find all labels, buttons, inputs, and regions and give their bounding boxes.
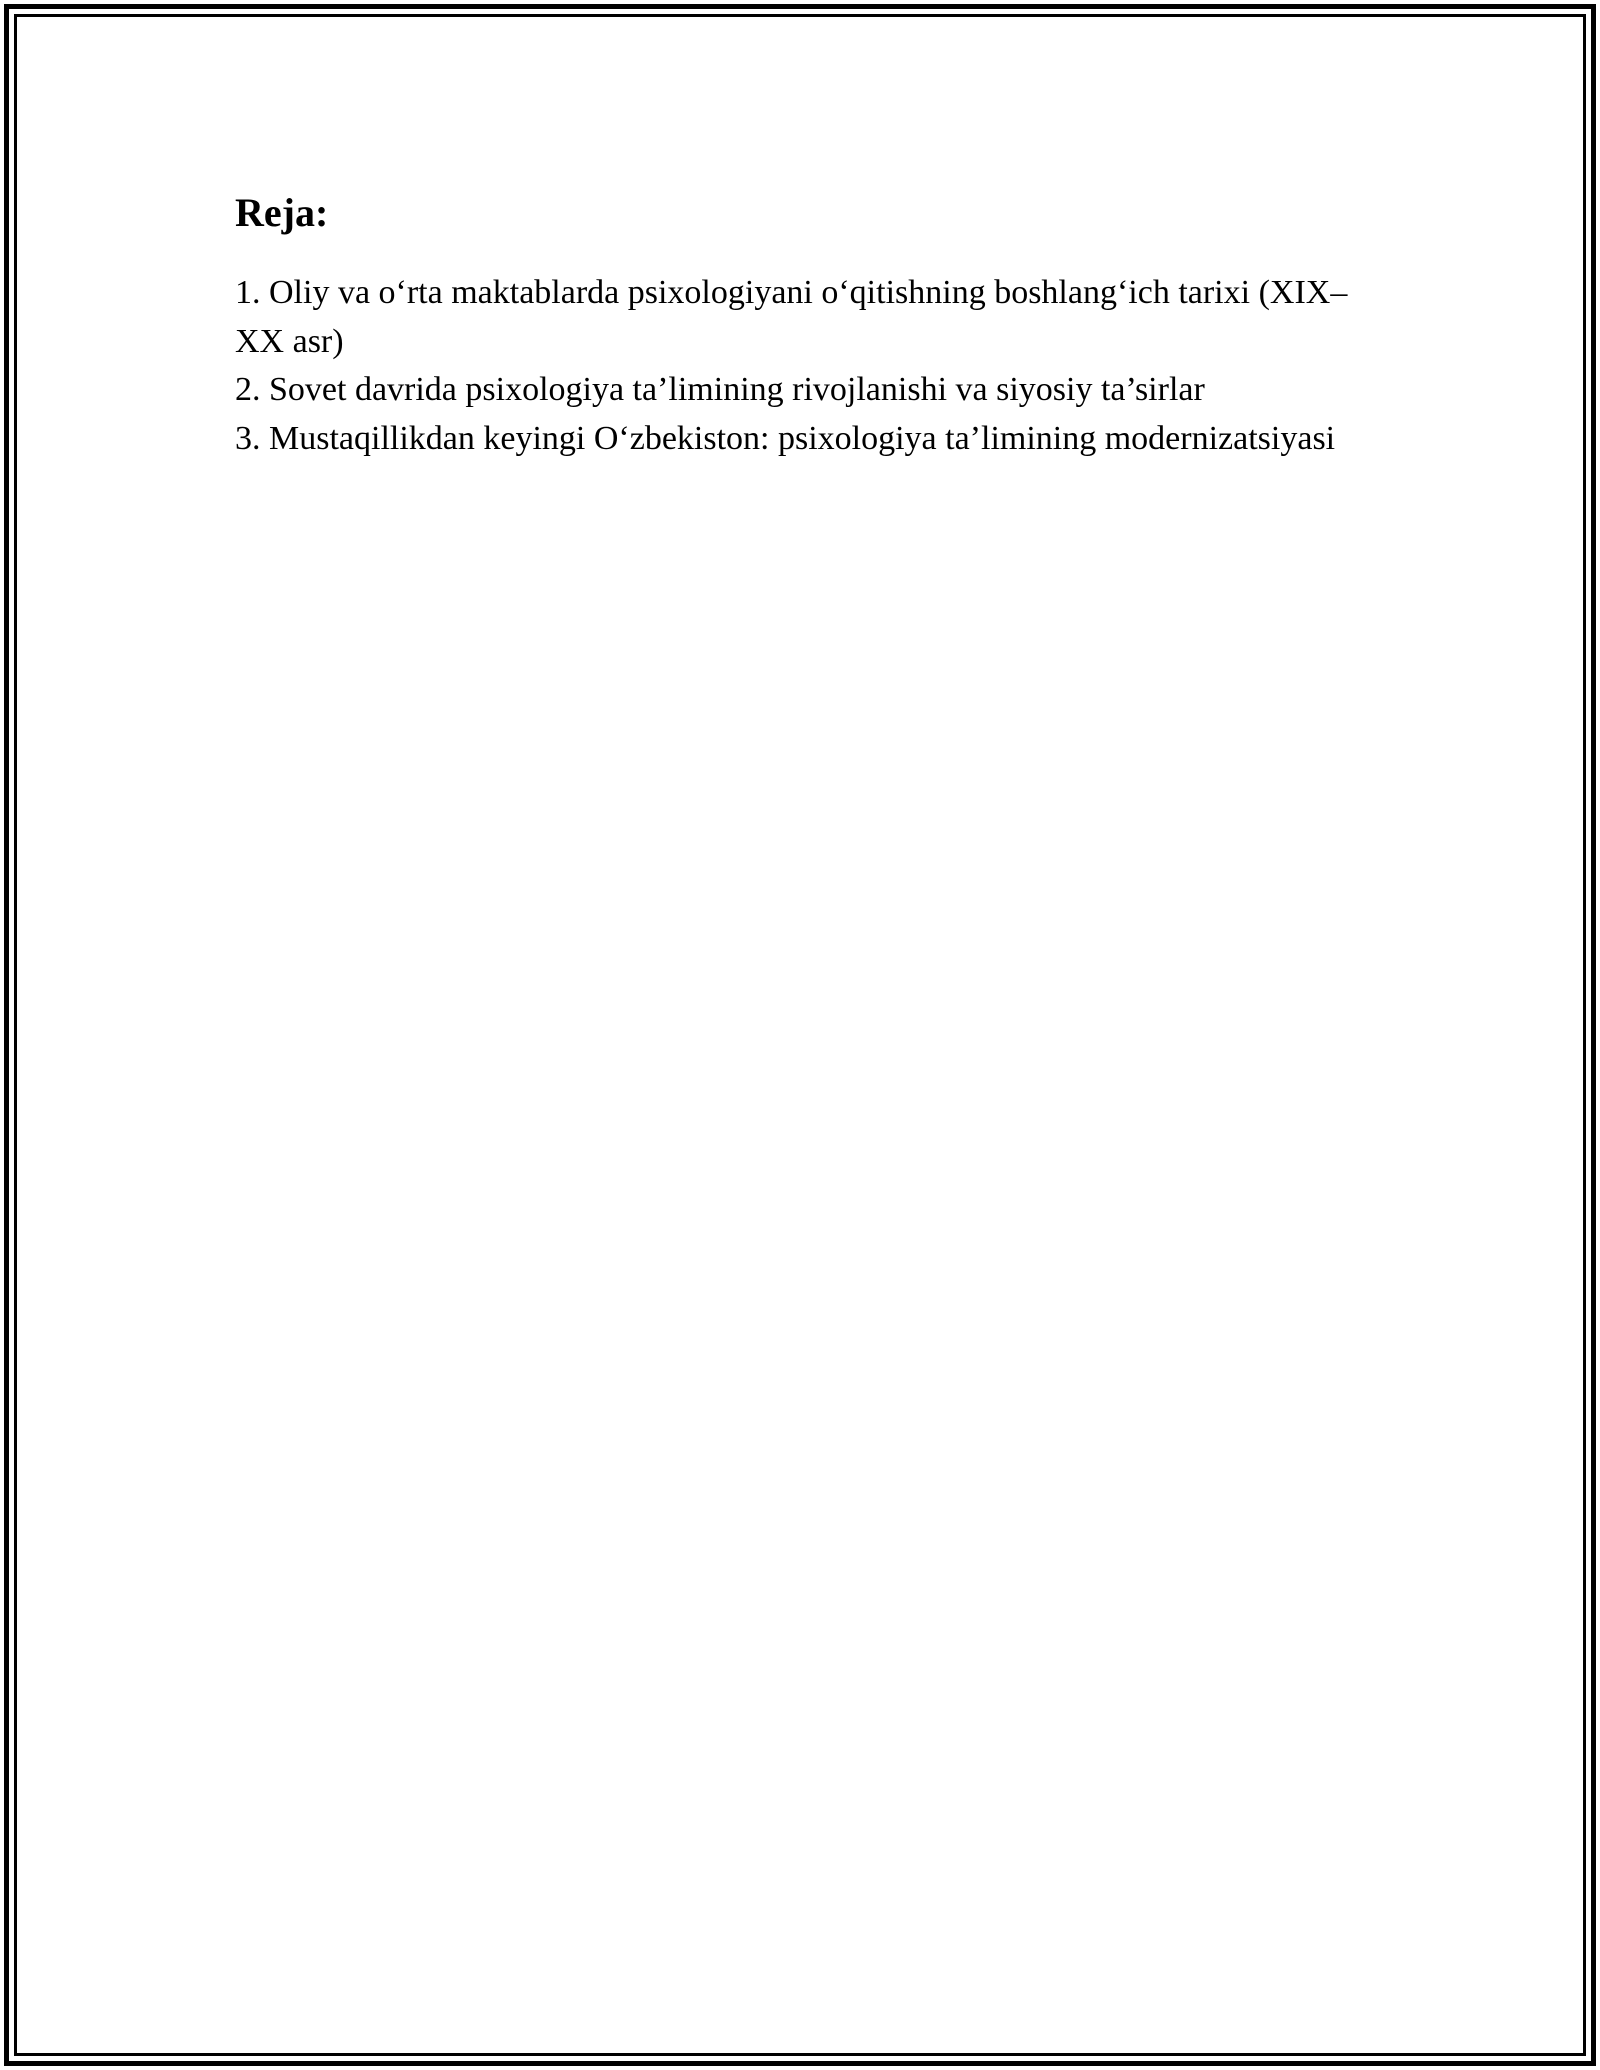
plan-list <box>235 269 1385 463</box>
plan-item-1: 1. Oliy va o‘rta maktablarda psixologiyani o‘qitishning boshlang‘ich tarixi (XIX–XX asr) <box>235 274 1348 360</box>
plan-heading: Reja: <box>235 190 329 235</box>
plan-item-3: 3. Mustaqillikdan keyingi O‘zbekiston: psixologiya ta’limining modernizatsiyasi <box>235 419 1336 457</box>
document-content <box>235 185 1385 463</box>
plan-item-2: 2. Sovet davrida psixologiya ta’limining rivojlanishi va siyosiy ta’sirlar <box>235 371 1205 408</box>
